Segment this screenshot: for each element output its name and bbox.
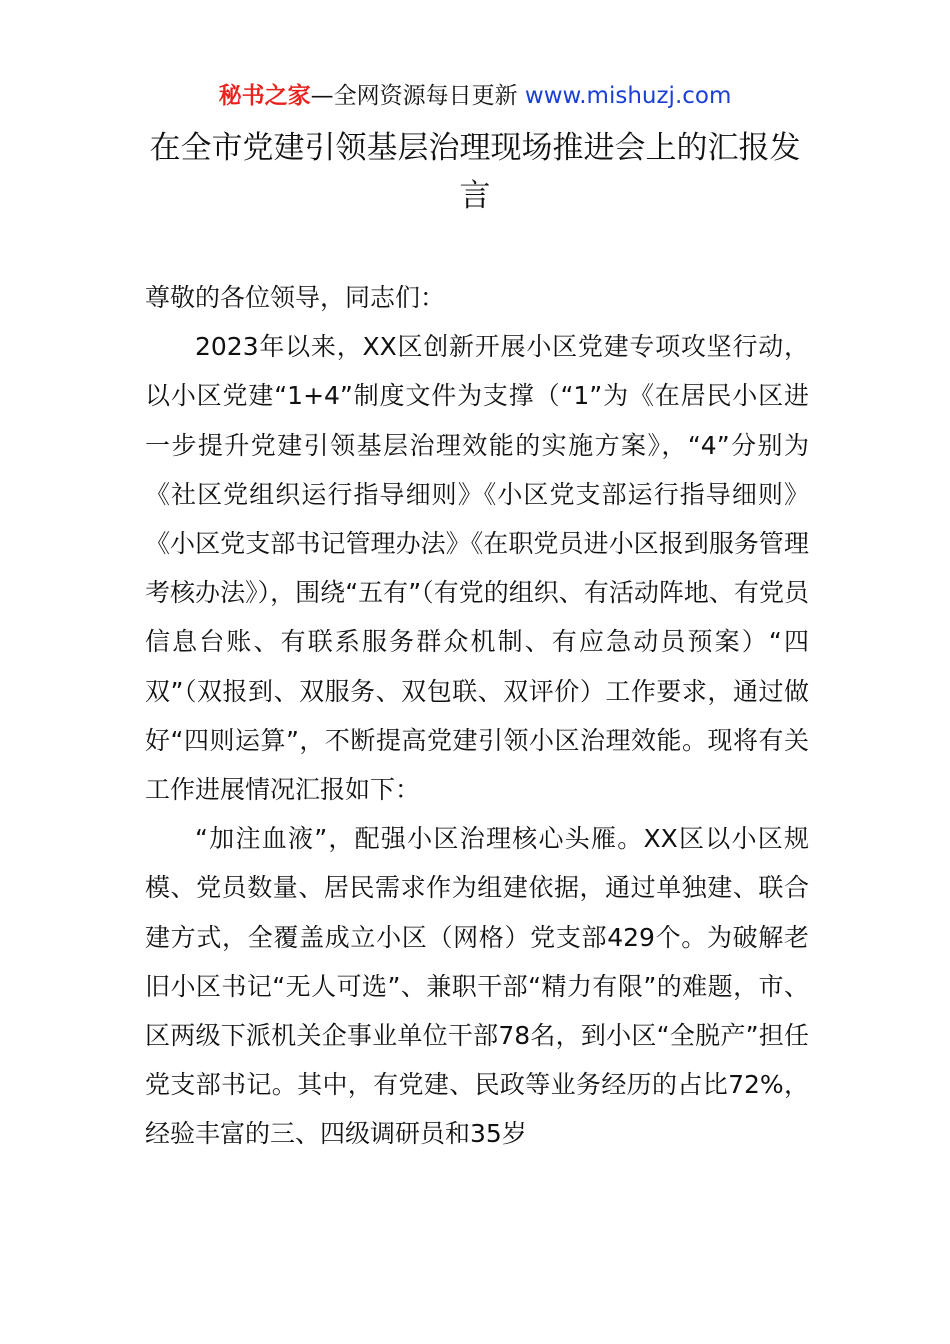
salutation: 尊敬的各位领导，同志们： [145,283,446,312]
document-title: 在全市党建引领基层治理现场推进会上的汇报发言 [149,130,801,214]
site-url-link[interactable]: www.mishuzj.com [524,83,732,109]
brand-name: 秘书之家 [218,83,311,109]
document-body [145,273,809,1159]
header-tagline: —全网资源每日更新 [310,83,525,109]
site-header [0,80,950,112]
body-paragraph: “加注血液”，配强小区治理核心头雁。XX区以小区规模、党员数量、居民需求作为组建依据，通过单独建、联合建方式，全覆盖成立小区（网格）党支部429个。为破解老旧小区书记“无人可选”、兼职干部“精力有限”的难题，市、区两级下派机关企事业单位干部78名，到小区“全脱产”担任党支部书记。其中，有党建、民政等业务经历的占比72%，经验丰富的三、四级调研员和35岁 [145,824,809,1149]
body-paragraph: 2023年以来，XX区创新开展小区党建专项攻坚行动，以小区党建“1+4”制度文件为支撑（“1”为《在居民小区进一步提升党建引领基层治理效能的实施方案》，“4”分别为《社区党组织运行指导细则》《小区党支部运行指导细则》《小区党支部书记管理办法》《在职党员进小区报到服务管理考核办法》），围绕“五有”（有党的组织、有活动阵地、有党员信息台账、有联系服务群众机制、有应急动员预案）“四双”（双报到、双服务、双包联、双评价）工作要求，通过做好“四则运算”，不断提高党建引领小区治理效能。现将有关工作进展情况汇报如下： [145,332,809,805]
